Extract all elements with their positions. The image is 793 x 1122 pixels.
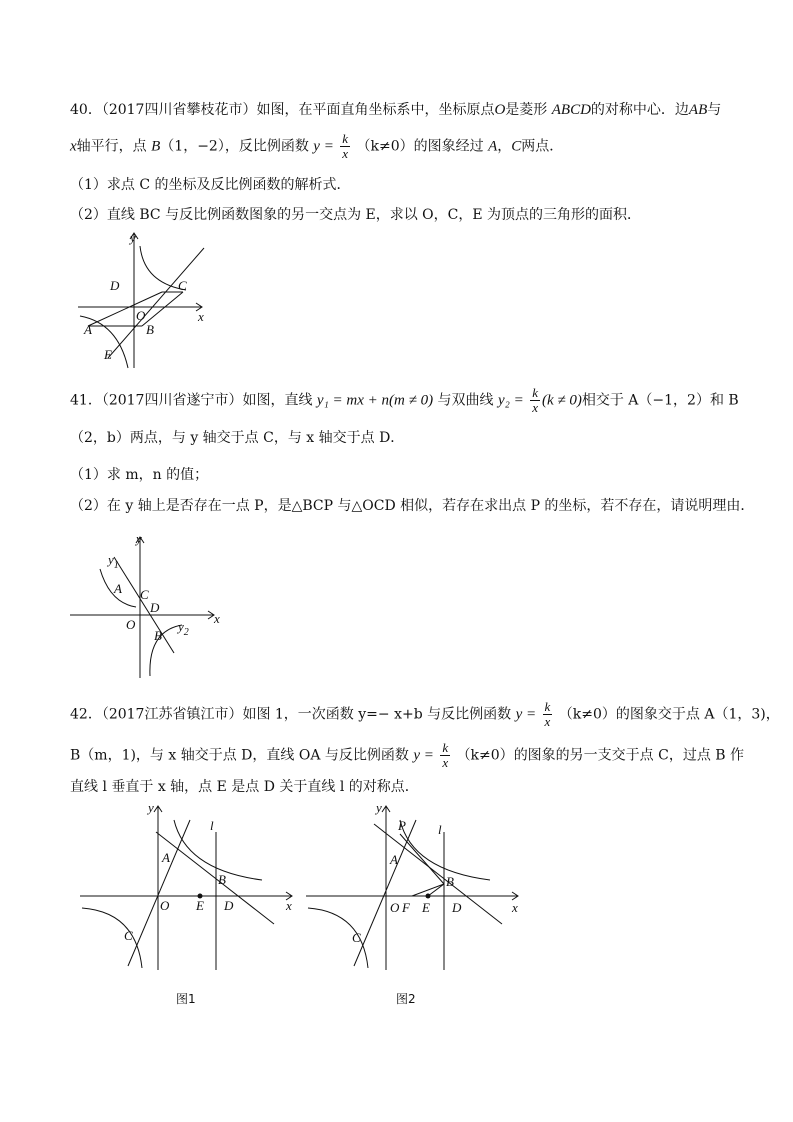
q40-line-2: x轴平行，点 B（1，−2），反比例函数 y = $\frac{k}{x}$ （k≠0）的图象经过 A，C两点． (70, 131, 564, 161)
q42-fraction-2: $\frac{k}{x}$ (442, 740, 449, 770)
q40-figure (78, 228, 208, 370)
label-a: A (114, 581, 122, 596)
label-y: y (376, 800, 382, 815)
label-d: D (452, 900, 462, 915)
point-e (426, 894, 431, 899)
q42-fraction-1: $\frac{k}{x}$ (544, 699, 551, 729)
label-p: P (398, 818, 406, 833)
q42-line-3: 直线 l 垂直于 x 轴，点 E 是点 D 关于直线 l 的对称点． (70, 779, 419, 795)
label-d: D (110, 278, 120, 293)
segment-pb (400, 834, 444, 884)
label-b: B (146, 322, 154, 337)
label-a: A (162, 850, 170, 865)
label-y: y (148, 800, 154, 815)
caption-figure-2: 图2 (396, 992, 416, 1006)
q40-part-2: （2）直线 BC 与反比例函数图象的另一交点为 E，求以 O，C，E 为顶点的三角形的面积． (70, 207, 642, 223)
label-a: A (84, 322, 92, 337)
hyperbola-upper (174, 820, 262, 880)
label-f: F (402, 900, 410, 915)
label-y1: $y_1$ (108, 552, 119, 571)
label-b: B (154, 628, 162, 643)
label-b: B (218, 872, 226, 887)
q42-line-2: B（m，1)，与 x 轴交于点 D，直线 OA 与反比例函数 y = $\frac{k}{x}$ （k≠0）的图象的另一支交于点 C，过点 B 作 (70, 740, 745, 770)
label-e: E (422, 900, 430, 915)
q41-fraction: $\frac{k}{x}$ (532, 385, 538, 415)
label-a: A (390, 852, 398, 867)
q41-part-1: （1）求 m，n 的值； (70, 467, 209, 483)
line-y1 (114, 557, 174, 653)
q42-figure-1 (80, 800, 300, 972)
label-d: D (224, 898, 234, 913)
label-l: l (210, 818, 214, 833)
label-o: O (390, 900, 400, 915)
line-oa (128, 820, 190, 966)
hyperbola-lower (82, 908, 142, 968)
label-e: E (104, 347, 112, 362)
label-x: x (198, 309, 204, 324)
q41-line-1: 41．（2017四川省遂宁市）如图，直线 y₁ = mx + n(m ≠ 0) 与双曲线 y₂ = $\frac{k}{x}$ (k ≠ 0)相交于 A（−1，2）和 B (70, 385, 739, 415)
segment-eb (428, 884, 444, 896)
q40-line-1: 40．（2017四川省攀枝花市）如图，在平面直角坐标系中，坐标原点O是菱形 ABCD的对称中心．边AB与 (70, 102, 722, 118)
label-x: x (512, 900, 518, 915)
label-l: l (438, 822, 442, 837)
label-y2: $y_2$ (178, 619, 189, 638)
label-x: x (286, 898, 292, 913)
line-ab (156, 832, 274, 924)
label-e: E (196, 898, 204, 913)
label-y: y (136, 531, 142, 546)
rhombus-side-bc (142, 292, 183, 326)
q42-figure-2 (306, 800, 526, 972)
q42-line-1: 42．（2017江苏省镇江市）如图 1，一次函数 y=− x+b 与反比例函数 y = $\frac{k}{x}$ （k≠0）的图象交于点 A（1，3)， (70, 699, 780, 729)
label-c: C (124, 928, 133, 943)
label-b: B (446, 874, 454, 889)
label-o: O (160, 898, 170, 913)
q41-figure (70, 531, 230, 679)
label-c: C (140, 587, 149, 602)
q40-fraction: $\frac{k}{x}$ (342, 131, 349, 161)
label-c: C (178, 278, 187, 293)
caption-figure-1: 图1 (176, 992, 196, 1006)
q40-part-1: （1）求点 C 的坐标及反比例函数的解析式． (70, 177, 351, 193)
q41-part-2: （2）在 y 轴上是否存在一点 P，是△BCP 与△OCD 相似，若存在求出点 P 的坐标，若不存在，请说明理由． (70, 498, 755, 514)
line-bc-extended (108, 248, 204, 358)
label-o: O (136, 308, 146, 323)
label-x: x (214, 611, 220, 626)
label-y: y (130, 230, 136, 245)
label-d: D (150, 600, 160, 615)
label-o: O (126, 617, 136, 632)
label-c: C (352, 930, 361, 945)
q41-line-2: （2，b）两点，与 y 轴交于点 C，与 x 轴交于点 D． (70, 430, 405, 446)
